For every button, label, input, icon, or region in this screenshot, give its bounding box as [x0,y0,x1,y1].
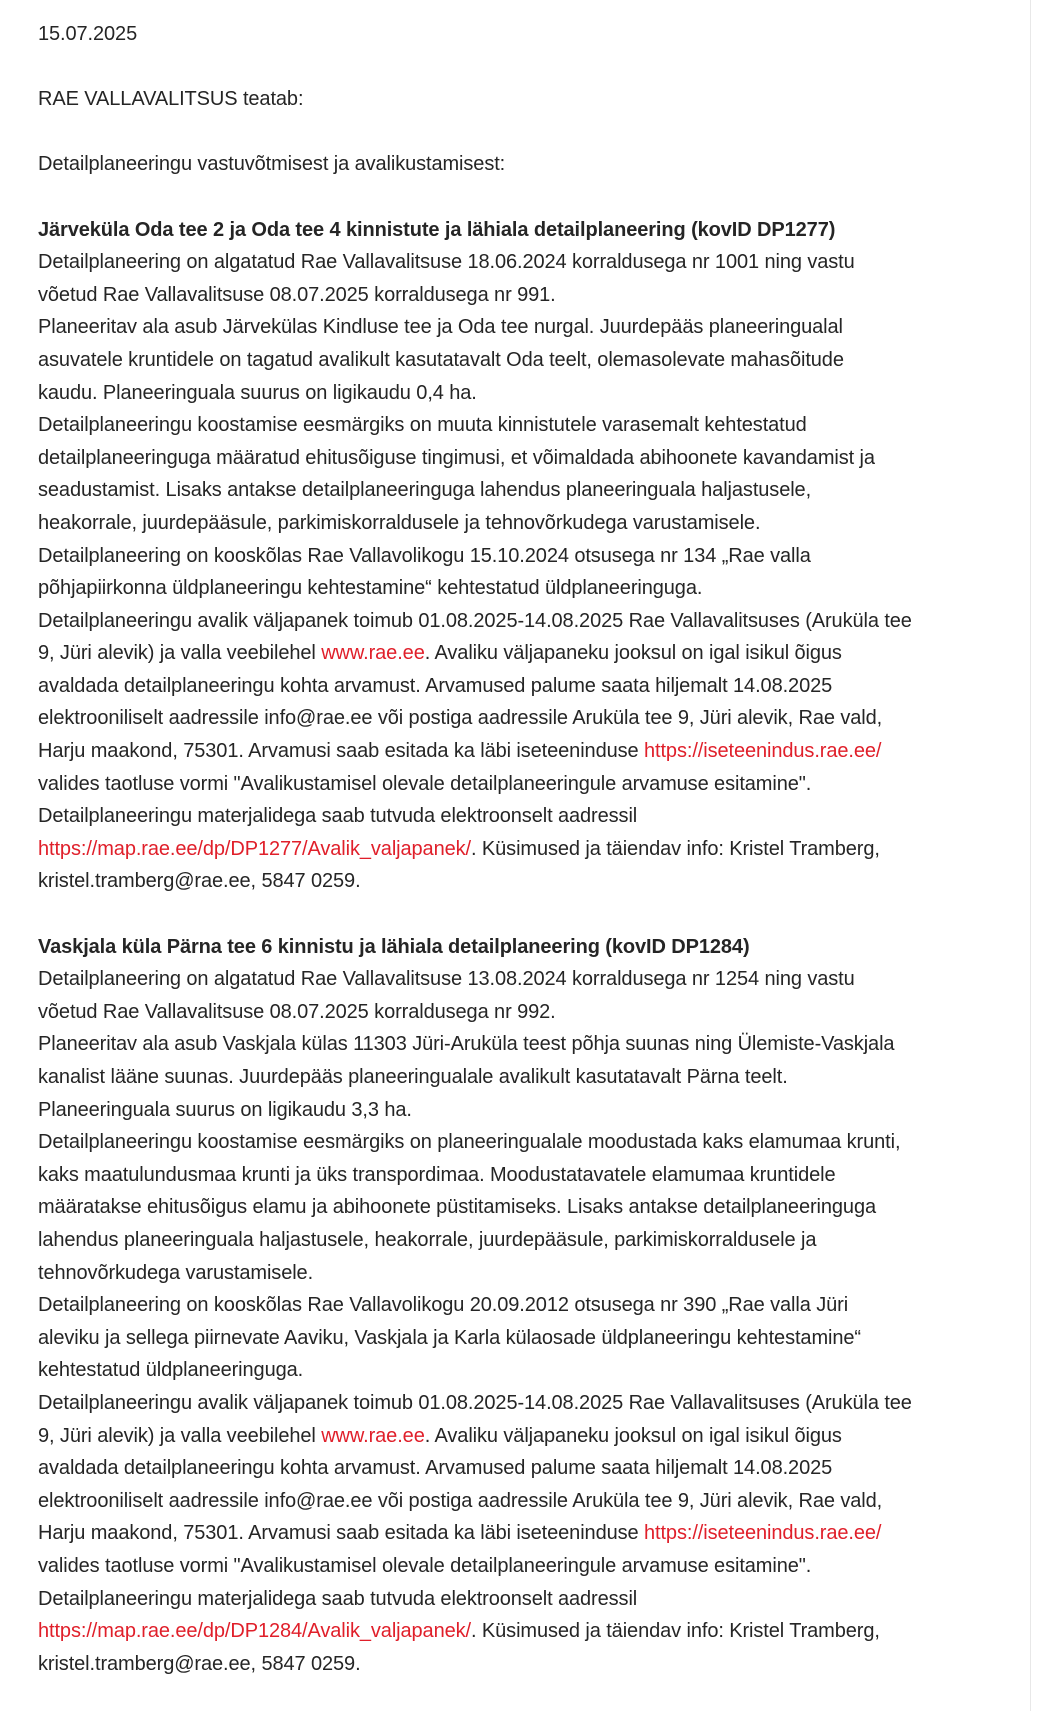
text-segment: Planeeritav ala asub Vaskjala külas 11303 Jüri-Aruküla teest põhja suunas ning Ülemiste-Vaskjala [38,1033,895,1056]
text-segment: heakorrale, juurdepääsule, parkimiskorraldusele ja tehnovõrkudega varustamisele. [38,511,761,534]
body-line [38,1485,1018,1518]
text-segment: elektrooniliselt aadressile info@rae.ee või postiga aadressile Aruküla tee 9, Jüri alevik, Rae vald, [38,707,883,730]
hyperlink[interactable]: https://map.rae.ee/dp/DP1284/Avalik_valjapanek/ [38,1620,471,1643]
text-segment: Detailplaneering on kooskõlas Rae Vallavolikogu 20.09.2012 otsusega nr 390 „Rae valla Jüri [38,1294,849,1317]
text-segment: Harju maakond, 75301. Arvamusi saab esitada ka läbi iseteeninduse [38,1522,644,1545]
text-segment: 9, Jüri alevik) ja valla veebilehel [38,642,322,665]
body-line [38,1094,1018,1127]
text-segment: võetud Rae Vallavalitsuse 08.07.2025 korraldusega nr 992. [38,1000,556,1023]
text-segment: Detailplaneeringu avalik väljapanek toimub 01.08.2025-14.08.2025 Rae Vallavalitsuses (Aruküla tee [38,1391,912,1414]
body-line [38,1354,1018,1387]
text-segment: kaks maatulundusmaa krunti ja üks transpordimaa. Moodustatavatele elamumaa kruntidele [38,1163,836,1186]
body-line [38,1517,1018,1550]
body-line [38,1061,1018,1094]
body-line [38,1452,1018,1485]
spacer [38,898,1018,931]
body-line [38,996,1018,1029]
text-segment: Detailplaneeringu koostamise eesmärgiks on planeeringualale moodustada kaks elamumaa krunti, [38,1131,901,1154]
body-line [38,1224,1018,1257]
body-line [38,1322,1018,1355]
text-segment: valides taotluse vormi "Avalikustamisel olevale detailplaneeringule arvamuse esitamine". [38,772,812,795]
text-segment: kristel.tramberg@rae.ee, 5847 0259. [38,1652,361,1675]
body-line [38,1583,1018,1616]
publication-date: 15.07.2025 [38,23,138,45]
hyperlink[interactable]: www.rae.ee [321,1424,425,1447]
section-title: Vaskjala küla Pärna tee 6 kinnistu ja lähiala detailplaneering (kovID DP1284) [38,935,750,958]
planning-section-dp1277 [38,214,1018,898]
body-line [38,1159,1018,1192]
text-segment: . Avaliku väljapaneku jooksul on igal isikul õigus [424,1424,842,1447]
text-segment: võetud Rae Vallavalitsuse 08.07.2025 korraldusega nr 991. [38,283,556,306]
text-segment: kaudu. Planeeringuala suurus on ligikaudu 0,4 ha. [38,381,477,404]
body-line [38,474,1018,507]
hyperlink[interactable]: https://map.rae.ee/dp/DP1277/Avalik_valjapanek/ [38,837,471,860]
text-segment: . Avaliku väljapaneku jooksul on igal isikul õigus [424,642,842,665]
text-segment: Detailplaneeringu koostamise eesmärgiks on muuta kinnistutele varasemalt kehtestatud [38,414,807,437]
hyperlink[interactable]: https://iseteenindus.rae.ee/ [644,740,882,763]
text-segment: asuvatele kruntidele on tagatud avalikult kasutatavalt Oda teelt, olemasolevate mahasõitude [38,348,844,371]
text-segment: Harju maakond, 75301. Arvamusi saab esitada ka läbi iseteeninduse [38,740,644,763]
text-segment: Detailplaneering on algatatud Rae Vallavalitsuse 18.06.2024 korraldusega nr 1001 ning vastu [38,251,855,274]
spacer [38,51,1018,84]
text-segment: Planeeringuala suurus on ligikaudu 3,3 ha. [38,1098,412,1121]
announcement-article [38,18,1018,1680]
text-segment: Planeeritav ala asub Järvekülas Kindluse tee ja Oda tee nurgal. Juurdepääs planeeringualal [38,316,843,339]
section-body [38,963,1018,1680]
text-segment: Detailplaneeringu materjalidega saab tutvuda elektroonselt aadressil [38,1587,638,1610]
hyperlink[interactable]: https://iseteenindus.rae.ee/ [644,1522,882,1545]
body-line [38,572,1018,605]
body-line [38,540,1018,573]
body-line [38,1257,1018,1290]
body-line [38,1126,1018,1159]
body-line [38,605,1018,638]
body-line [38,670,1018,703]
body-line [38,1420,1018,1453]
body-line [38,735,1018,768]
text-segment: kristel.tramberg@rae.ee, 5847 0259. [38,870,361,893]
announcement-heading: Detailplaneeringu vastuvõtmisest ja avalikustamisest: [38,153,506,176]
text-segment: aleviku ja sellega piirnevate Aaviku, Vaskjala ja Karla külaosade üldplaneeringu kehtestamine“ [38,1326,861,1349]
body-line [38,768,1018,801]
body-line [38,702,1018,735]
text-segment: 9, Jüri alevik) ja valla veebilehel [38,1424,322,1447]
text-segment: kanalist lääne suunas. Juurdepääs planeeringualale avalikult kasutatavalt Pärna teelt. [38,1066,788,1088]
text-segment: . Küsimused ja täiendav info: Kristel Tramberg, [471,1620,880,1643]
body-line [38,507,1018,540]
body-line [38,1615,1018,1648]
body-line [38,246,1018,279]
text-segment: Detailplaneering on kooskõlas Rae Vallavolikogu 15.10.2024 otsusega nr 134 „Rae valla [38,544,811,567]
page-right-border [1030,0,1031,1711]
body-line [38,1387,1018,1420]
body-line [38,963,1018,996]
text-segment: valides taotluse vormi "Avalikustamisel olevale detailplaneeringule arvamuse esitamine". [38,1554,812,1577]
spacer [38,116,1018,149]
section-title: Järveküla Oda tee 2 ja Oda tee 4 kinnistute ja lähiala detailplaneering (kovID DP1277) [38,218,836,241]
text-segment: põhjapiirkonna üldplaneeringu kehtestamine“ kehtestatud üldplaneeringuga. [38,577,703,600]
text-segment: avaldada detailplaneeringu kohta arvamust. Arvamused palume saata hiljemalt 14.08.2025 [38,674,833,697]
text-segment: lahendus planeeringuala haljastusele, heakorrale, juurdepääsule, parkimiskorraldusele ja [38,1228,817,1251]
planning-section-dp1284 [38,931,1018,1681]
text-segment: avaldada detailplaneeringu kohta arvamust. Arvamused palume saata hiljemalt 14.08.2025 [38,1457,833,1480]
announcer-line: RAE VALLAVALITSUS teatab: [38,88,304,111]
text-segment: . Küsimused ja täiendav info: Kristel Tramberg, [471,837,880,860]
text-segment: seadustamist. Lisaks antakse detailplaneeringuga lahendus planeeringuala haljastusele, [38,479,812,502]
spacer [38,181,1018,214]
text-segment: elektrooniliselt aadressile info@rae.ee või postiga aadressile Aruküla tee 9, Jüri alevik, Rae vald, [38,1489,883,1512]
body-line [38,1648,1018,1681]
body-line [38,409,1018,442]
body-line [38,637,1018,670]
text-segment: detailplaneeringuga määratud ehitusõiguse tingimusi, et võimaldada abihoonete kavandamist ja [38,446,875,469]
body-line [38,800,1018,833]
body-line [38,1550,1018,1583]
text-segment: Detailplaneering on algatatud Rae Vallavalitsuse 13.08.2024 korraldusega nr 1254 ning vastu [38,968,855,991]
hyperlink[interactable]: www.rae.ee [321,642,425,665]
body-line [38,833,1018,866]
body-line [38,1028,1018,1061]
body-line [38,442,1018,475]
body-line [38,377,1018,410]
section-body [38,246,1018,898]
text-segment: Detailplaneeringu materjalidega saab tutvuda elektroonselt aadressil [38,805,638,828]
text-segment: Detailplaneeringu avalik väljapanek toimub 01.08.2025-14.08.2025 Rae Vallavalitsuses (Aruküla tee [38,609,912,632]
text-segment: tehnovõrkudega varustamisele. [38,1261,314,1284]
body-line [38,344,1018,377]
body-line [38,865,1018,898]
body-line [38,1289,1018,1322]
text-segment: määratakse ehitusõigus elamu ja abihoonete püstitamiseks. Lisaks antakse detailplaneeringuga [38,1196,876,1219]
body-line [38,311,1018,344]
text-segment: kehtestatud üldplaneeringuga. [38,1359,304,1382]
body-line [38,1191,1018,1224]
body-line [38,279,1018,312]
